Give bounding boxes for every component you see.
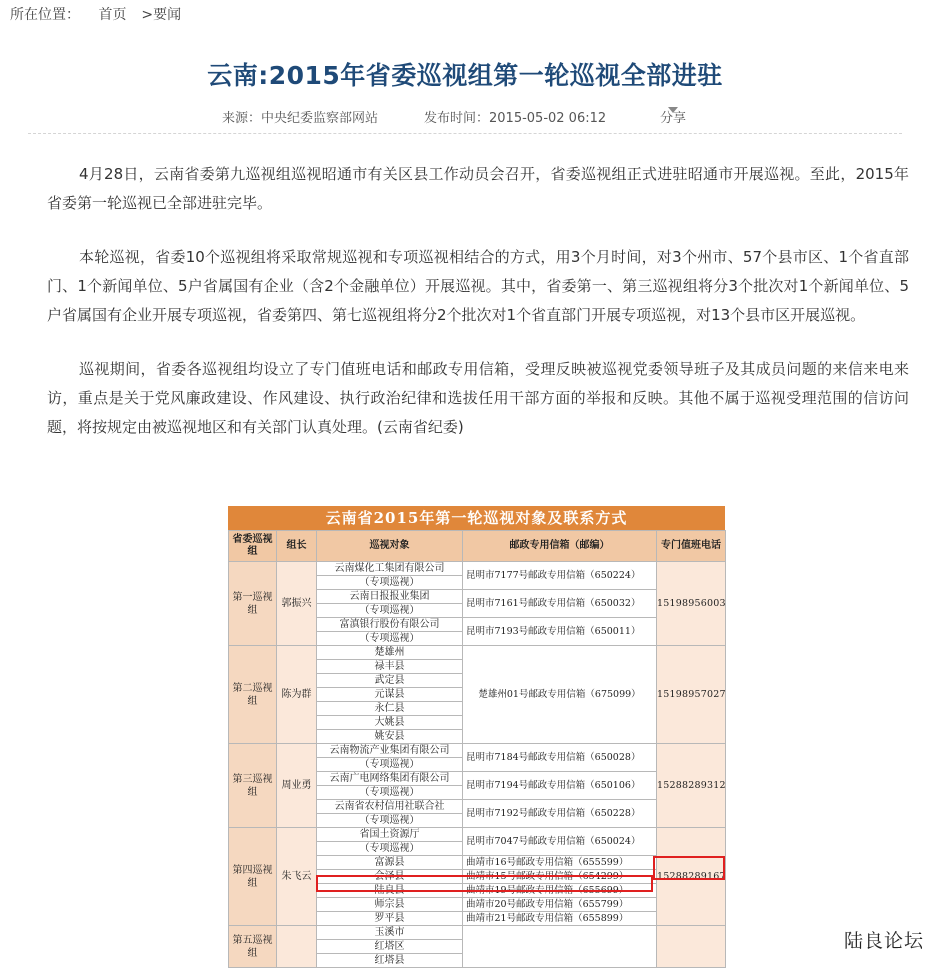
share-label: 分享 [660,111,687,126]
group-leader: 陈为群 [277,646,317,744]
group-leader [277,926,317,968]
inspection-table-image [228,506,726,966]
mailbox-cell: 昆明市7047号邮政专用信箱（650024） [463,828,657,856]
target-cell: 陆良县 [317,884,463,898]
target-cell: 富滇银行股份有限公司 [317,618,463,632]
phone-cell: 15288289312 [657,744,726,828]
target-cell: 云南日报报业集团 [317,590,463,604]
target-cell: 会泽县 [317,870,463,884]
target-note: （专项巡视） [317,604,463,618]
phone-cell: 15198957027 [657,646,726,744]
target-cell: 楚雄州 [317,646,463,660]
mailbox-cell [463,926,657,968]
mailbox-cell: 昆明市7184号邮政专用信箱（650028） [463,744,657,772]
mailbox-cell: 曲靖市21号邮政专用信箱（655899） [463,912,657,926]
target-cell: 禄丰县 [317,660,463,674]
mailbox-cell: 昆明市7177号邮政专用信箱（650224） [463,562,657,590]
target-cell: 富源县 [317,856,463,870]
article-paragraph: 4月28日，云南省委第九巡视组巡视昭通市有关区县工作动员会召开，省委巡视组正式进驻昭通市开展巡视。至此，2015年省委第一轮巡视已全部进驻完毕。 [47,165,909,212]
target-cell: 云南煤化工集团有限公司 [317,562,463,576]
mailbox-cell: 昆明市7192号邮政专用信箱（650228） [463,800,657,828]
target-cell: 省国土资源厅 [317,828,463,842]
table-row [229,926,726,940]
group-name: 第五巡视组 [229,926,277,968]
mailbox-cell: 曲靖市20号邮政专用信箱（655799） [463,898,657,912]
table-row [229,646,726,660]
mailbox-cell: 曲靖市15号邮政专用信箱（654299） [463,870,657,884]
mailbox-cell: 曲靖市16号邮政专用信箱（655599） [463,856,657,870]
header-leader: 组长 [277,531,317,562]
table-title: 云南省2015年第一轮巡视对象及联系方式 [228,506,725,530]
mailbox-cell: 曲靖市19号邮政专用信箱（655699） [463,884,657,898]
target-cell: 红塔县 [317,954,463,968]
header-phone: 专门值班电话 [657,531,726,562]
inspection-table [228,530,726,968]
table-row [229,744,726,758]
table-row [229,562,726,576]
chevron-down-icon [668,107,678,113]
watermark-text: 陆良论坛 [843,930,924,952]
article-source: 来源：中央纪委监察部网站 [222,111,379,126]
phone-cell: 15288289167 [657,828,726,926]
group-leader: 周业勇 [277,744,317,828]
table-row [229,828,726,842]
breadcrumb [10,4,181,24]
breadcrumb-section-link[interactable]: >要闻 [141,7,182,23]
mailbox-cell: 昆明市7161号邮政专用信箱（650032） [463,590,657,618]
mailbox-cell: 昆明市7194号邮政专用信箱（650106） [463,772,657,800]
group-name: 第三巡视组 [229,744,277,828]
target-cell: 云南广电网络集团有限公司 [317,772,463,786]
mailbox-cell: 昆明市7193号邮政专用信箱（650011） [463,618,657,646]
header-target: 巡视对象 [317,531,463,562]
table-header-row [229,531,726,562]
article-paragraph: 巡视期间，省委各巡视组均设立了专门值班电话和邮政专用信箱，受理反映被巡视党委领导班子及其成员问题的来信来电来访，重点是关于党风廉政建设、作风建设、执行政治纪律和选拔任用干部方面的举报和反映。其他不属于巡视受理范围的信访问题，将按规定由被巡视地区和有关部门认真处理。(云南省纪委) [47,360,909,436]
target-cell: 姚安县 [317,730,463,744]
target-cell: 罗平县 [317,912,463,926]
target-note: （专项巡视） [317,786,463,800]
breadcrumb-label: 所在位置： [10,7,80,23]
target-note: （专项巡视） [317,842,463,856]
target-cell: 元谋县 [317,688,463,702]
target-note: （专项巡视） [317,632,463,646]
group-leader: 朱飞云 [277,828,317,926]
article-title: 云南:2015年省委巡视组第一轮巡视全部进驻 [207,61,723,90]
target-cell: 玉溪市 [317,926,463,940]
target-note: （专项巡视） [317,758,463,772]
target-cell: 武定县 [317,674,463,688]
article-body [47,160,909,467]
target-cell: 云南物流产业集团有限公司 [317,744,463,758]
header-group: 省委巡视组 [229,531,277,562]
mailbox-cell: 楚雄州01号邮政专用信箱（675099） [463,646,657,744]
article-paragraph: 本轮巡视，省委10个巡视组将采取常规巡视和专项巡视相结合的方式，用3个月时间，对3个州市、57个县市区、1个省直部门、1个新闻单位、5户省属国有企业（含2个金融单位）开展巡视。其中，省委第一、第三巡视组将分3个批次对1个新闻单位、5户省属国有企业开展专项巡视，省委第四、第七巡视组将分2个批次对1个省直部门开展专项巡视，对13个县市区开展巡视。 [47,248,909,324]
phone-cell: 15198956003 [657,562,726,646]
breadcrumb-home-link[interactable]: 首页 [98,7,127,23]
target-cell: 师宗县 [317,898,463,912]
article-publish-time: 发布时间：2015-05-02 06:12 [424,111,607,126]
target-cell: 红塔区 [317,940,463,954]
group-leader: 郭振兴 [277,562,317,646]
target-note: （专项巡视） [317,576,463,590]
header-divider [28,133,902,134]
target-note: （专项巡视） [317,814,463,828]
header-mailbox: 邮政专用信箱（邮编） [463,531,657,562]
target-cell: 大姚县 [317,716,463,730]
group-name: 第一巡视组 [229,562,277,646]
target-cell: 云南省农村信用社联合社 [317,800,463,814]
phone-cell [657,926,726,968]
target-cell: 永仁县 [317,702,463,716]
group-name: 第二巡视组 [229,646,277,744]
group-name: 第四巡视组 [229,828,277,926]
